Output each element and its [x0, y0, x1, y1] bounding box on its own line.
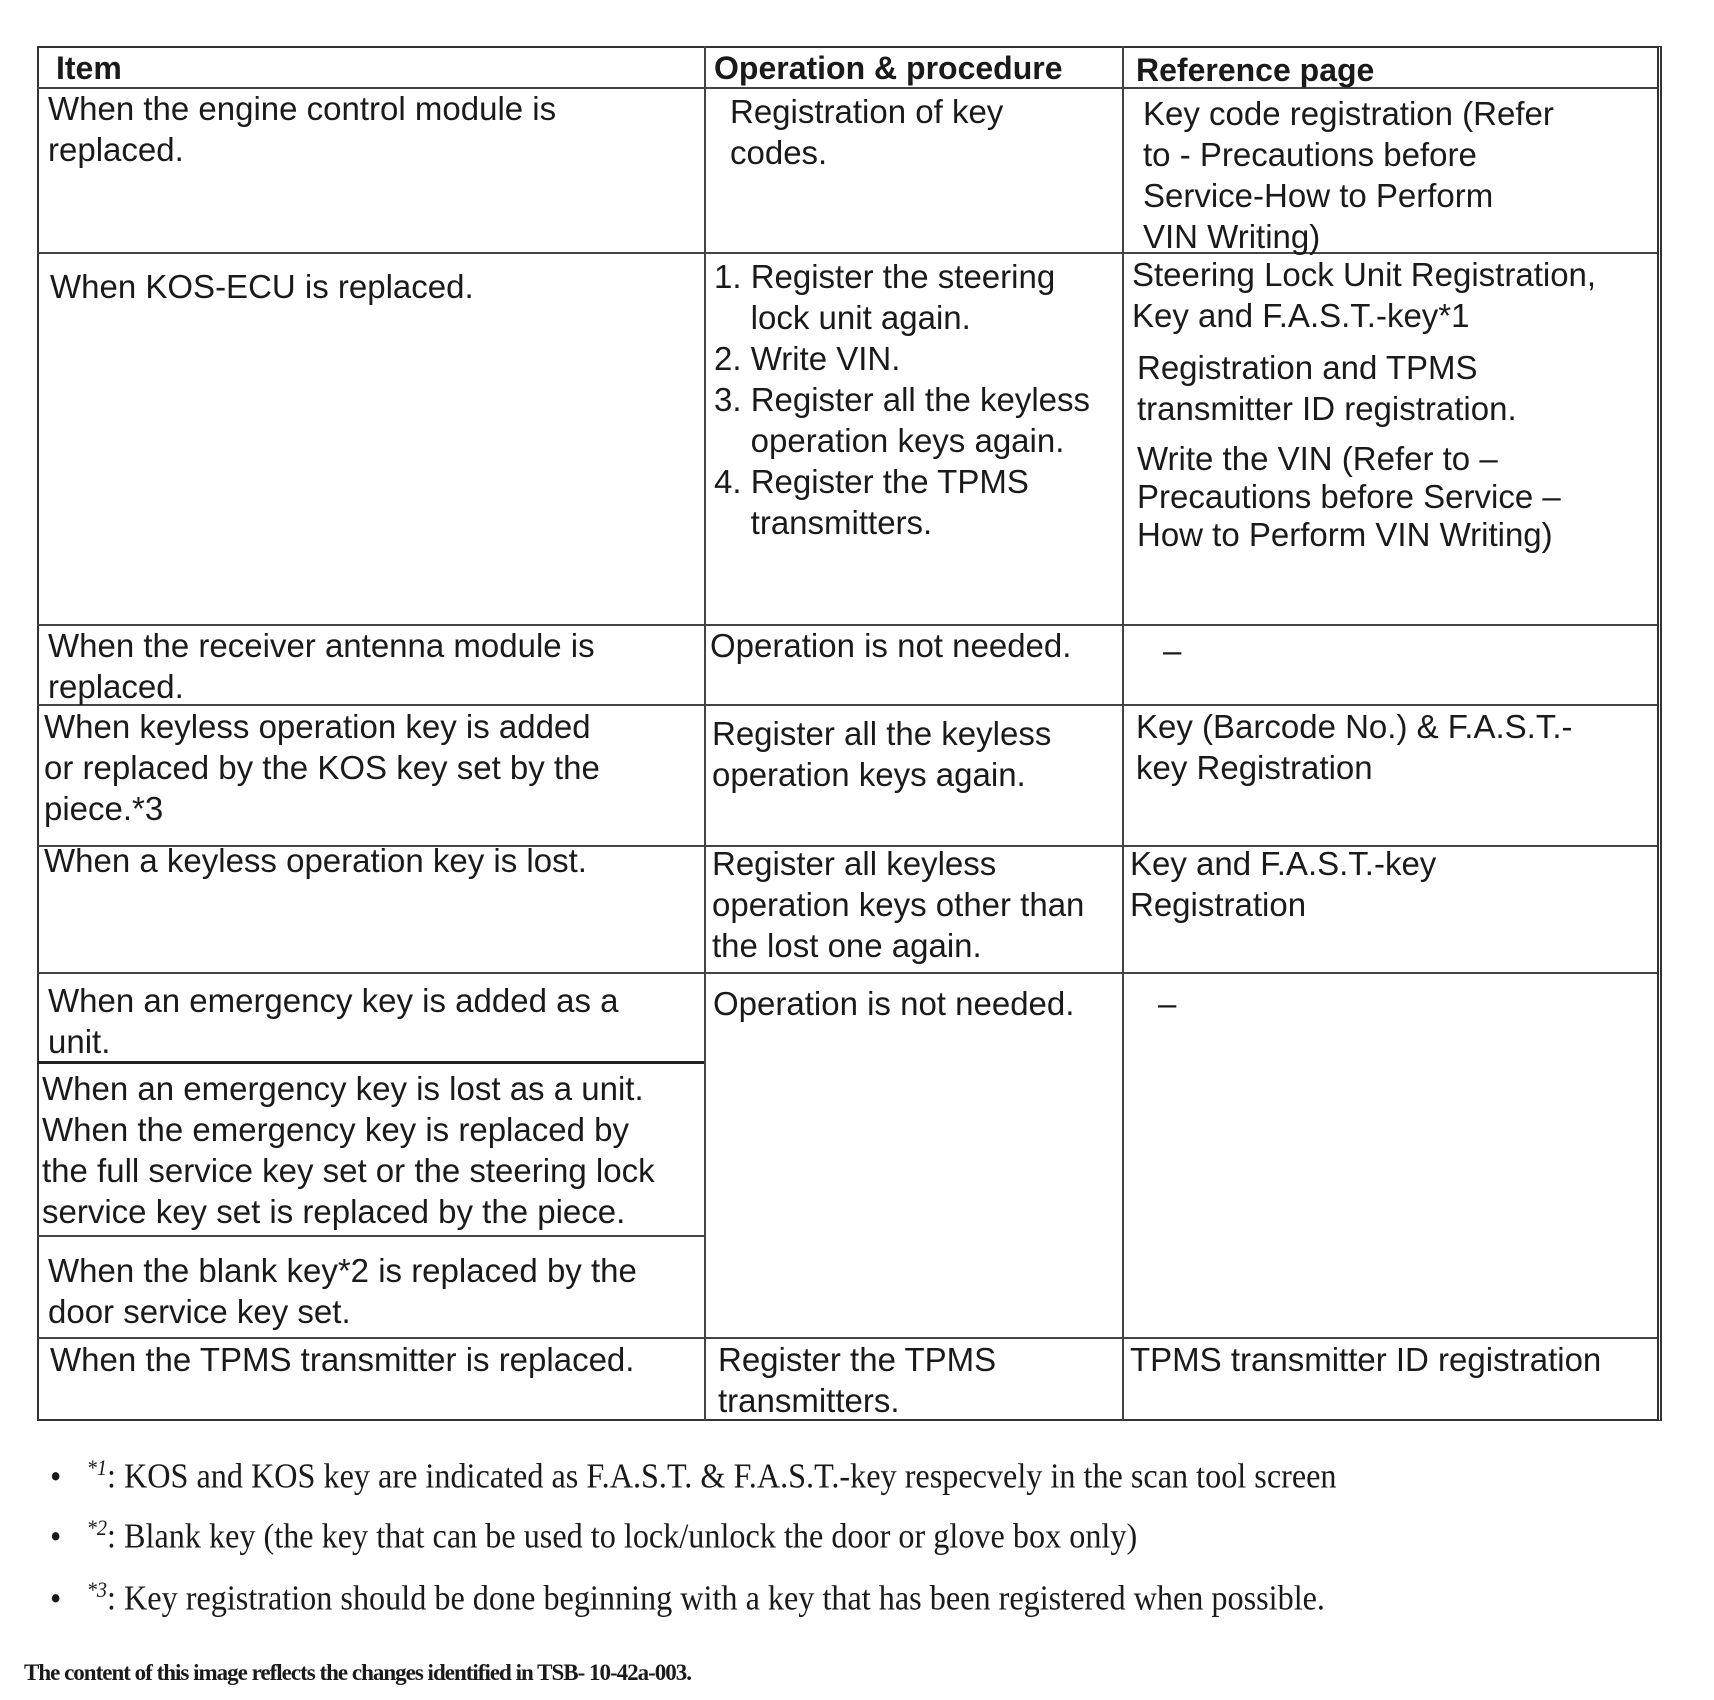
header-reference: Reference page: [1136, 52, 1375, 88]
footnote-mark: *3: [86, 1577, 108, 1602]
reference-cell: –: [1163, 632, 1182, 669]
bullet: •: [50, 1578, 62, 1618]
footnote: [50, 1577, 1325, 1619]
reference-cell: Registration and TPMS transmitter ID registration.: [1137, 349, 1517, 427]
reference-cell: Key (Barcode No.) & F.A.S.T.- key Registration: [1136, 708, 1573, 786]
item-cell: When the receiver antenna module is replaced.: [48, 627, 595, 705]
item-cell: When an emergency key is added as a unit.: [48, 982, 619, 1060]
operation-cell: Operation is not needed.: [713, 985, 1075, 1022]
operation-cell: Operation is not needed.: [710, 627, 1072, 664]
operation-cell: Register all the keyless operation keys again.: [712, 715, 1052, 793]
reference-cell: Write the VIN (Refer to – Precautions before Service – How to Perform VIN Writing): [1137, 440, 1561, 553]
item-cell: When the engine control module is replaced.: [48, 90, 557, 168]
footnote-mark: *1: [86, 1455, 108, 1480]
reference-cell: TPMS transmitter ID registration: [1130, 1341, 1602, 1378]
reference-cell: Steering Lock Unit Registration, Key and F.A.S.T.-key*1: [1132, 256, 1597, 334]
row-divider: [37, 1235, 704, 1237]
reference-cell: –: [1158, 985, 1177, 1022]
footnote: [50, 1515, 1137, 1557]
footnote-text: : KOS and KOS key are indicated as F.A.S.T. & F.A.S.T.-key respecvely in the scan tool screen: [107, 1456, 1337, 1496]
bullet: •: [50, 1516, 62, 1556]
footnote-mark: *2: [86, 1515, 108, 1540]
row-divider: [37, 972, 1657, 974]
footnote-text: : Blank key (the key that can be used to lock/unlock the door or glove box only): [107, 1516, 1138, 1556]
header-item: Item: [56, 50, 122, 86]
operation-cell: Register all keyless operation keys other than the lost one again.: [712, 845, 1085, 964]
operation-cell: Register the TPMS transmitters.: [718, 1341, 997, 1419]
item-cell: When the TPMS transmitter is replaced.: [50, 1341, 635, 1378]
item-cell: When the blank key*2 is replaced by the door service key set.: [48, 1252, 637, 1330]
bullet: •: [50, 1456, 62, 1496]
reference-cell: Key code registration (Refer to - Precautions before Service-How to Perform VIN Writing): [1143, 95, 1554, 255]
item-cell: When KOS-ECU is replaced.: [50, 268, 474, 305]
item-cell: When an emergency key is lost as a unit. When the emergency key is replaced by the full service key set or the steering lock service key set is replaced by the piece.: [42, 1070, 655, 1230]
footnote-text: : Key registration should be done beginning with a key that has been registered when possible.: [107, 1578, 1325, 1618]
operation-cell: 1. Register the steering lock unit again. 2. Write VIN. 3. Register all the keyless operation keys again. 4. Register the TPMS transmitters.: [714, 258, 1091, 541]
operation-cell: Registration of key codes.: [730, 93, 1004, 171]
header-operation: Operation & procedure: [714, 50, 1063, 86]
reference-cell: Key and F.A.S.T.-key Registration: [1130, 845, 1437, 923]
tsb-note: The content of this image reflects the changes identified in TSB- 10-42a-003.: [24, 1660, 692, 1685]
footnote: [50, 1455, 1337, 1497]
item-cell: When a keyless operation key is lost.: [44, 842, 587, 879]
item-cell: When keyless operation key is added or replaced by the KOS key set by the piece.*3: [44, 708, 600, 827]
